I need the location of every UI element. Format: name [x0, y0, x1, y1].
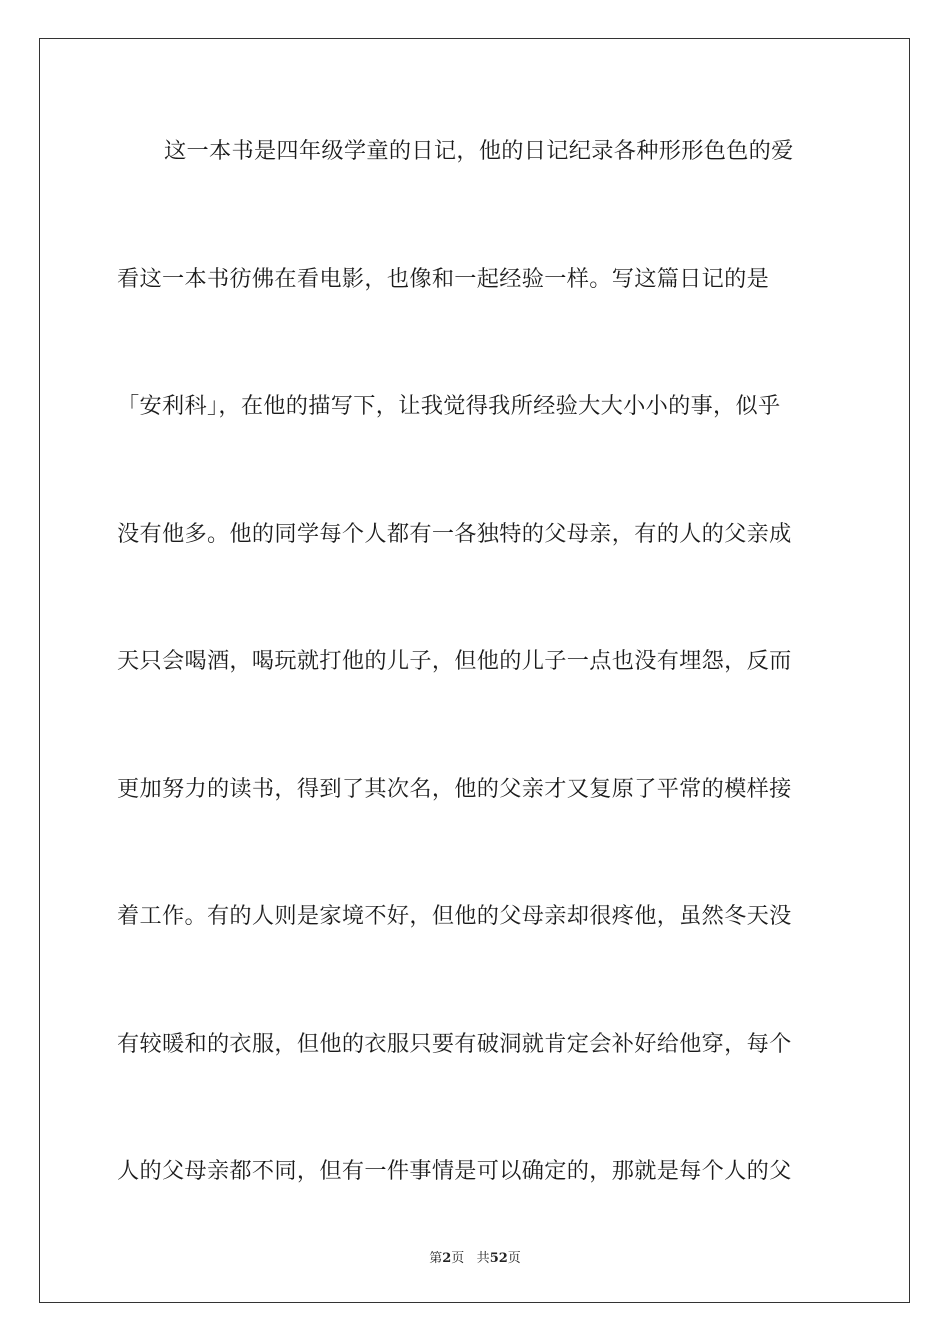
page-footer	[0, 1247, 950, 1266]
text-line-7: 着工作。有的人则是家境不好，但他的父母亲却很疼他，虽然冬天没	[117, 903, 792, 929]
text-line-5: 天只会喝酒，喝玩就打他的儿子，但他的儿子一点也没有埋怨，反而	[117, 648, 792, 674]
total-suffix: 页	[507, 1251, 521, 1266]
page-suffix: 页	[451, 1251, 465, 1266]
page-prefix: 第	[429, 1251, 443, 1266]
document-body	[117, 128, 833, 1276]
text-line-2: 看这一本书彷佛在看电影，也像和一起经验一样。写这篇日记的是	[117, 265, 770, 292]
text-line-1: 这一本书是四年级学童的日记，他的日记纪录各种形形色色的爱	[164, 138, 794, 164]
text-line-4: 没有他多。他的同学每个人都有一各独特的父母亲，有的人的父亲成	[117, 520, 792, 547]
page-number: 2	[442, 1251, 452, 1266]
text-line-6: 更加努力的读书，得到了其次名，他的父亲才又复原了平常的模样接	[117, 775, 792, 802]
total-prefix: 共	[476, 1251, 490, 1266]
text-line-8: 有较暖和的衣服，但他的衣服只要有破洞就肯定会补好给他穿，每个	[117, 1030, 792, 1057]
text-line-3: 「安利科」，在他的描写下，让我觉得我所经验大大小小的事，似乎	[117, 393, 781, 419]
text-line-9: 人的父母亲都不同，但有一件事情是可以确定的，那就是每个人的父	[117, 1158, 792, 1184]
total-pages: 52	[489, 1251, 508, 1266]
